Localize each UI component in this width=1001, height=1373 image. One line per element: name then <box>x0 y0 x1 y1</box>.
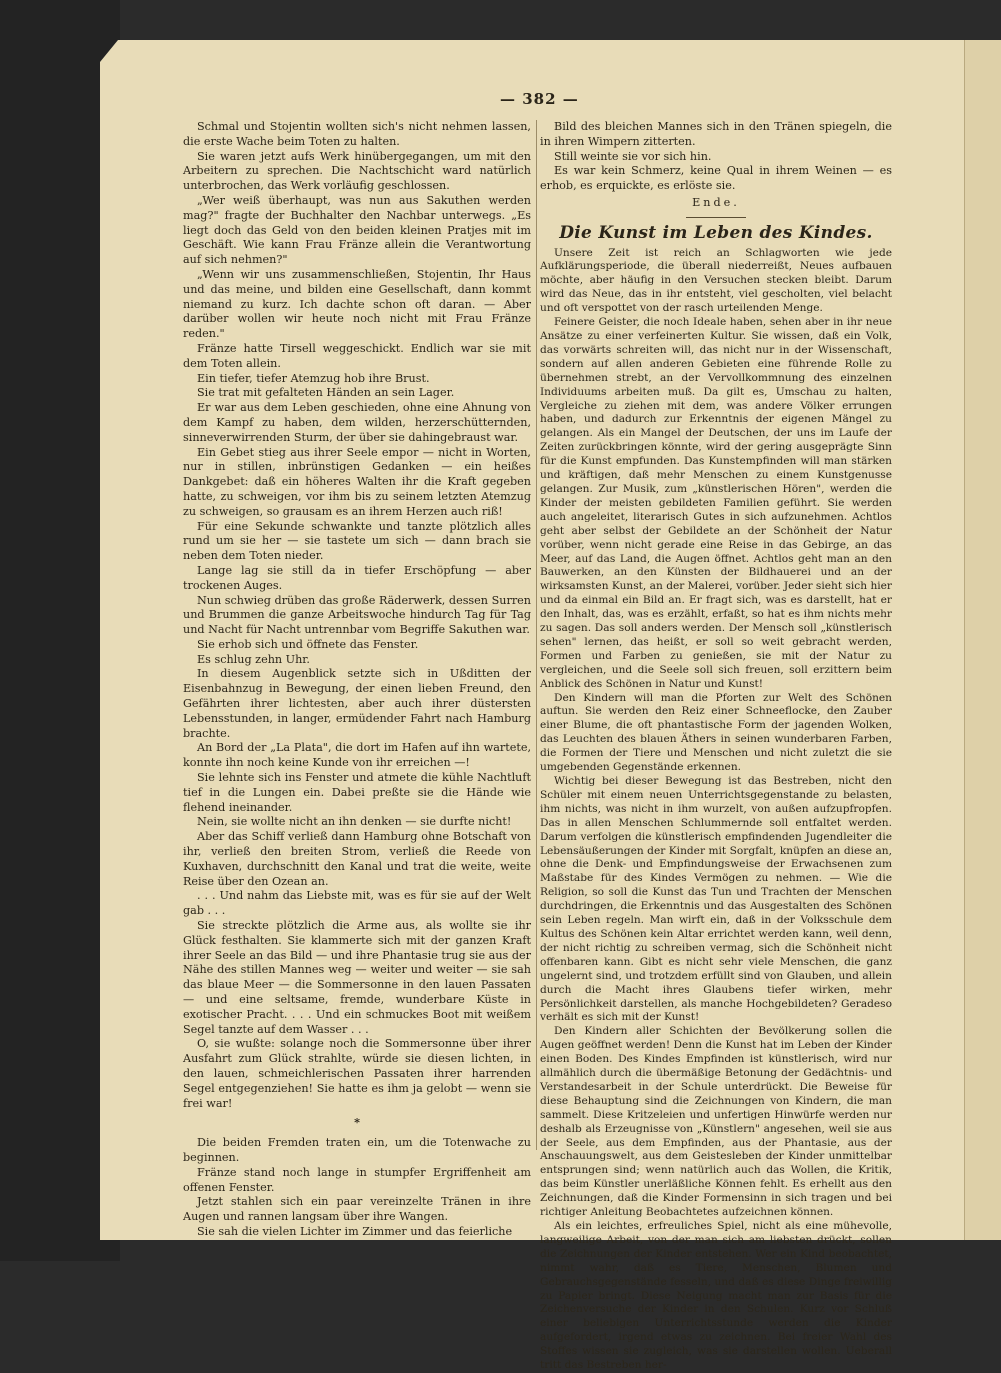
paragraph: Sie waren jetzt aufs Werk hinübergegangen, um mit den Arbeitern zu sprechen. Die Nachtschicht ward natürlich unterbrochen, das Werk vorläufig geschlossen. <box>183 149 531 193</box>
paragraph: Schmal und Stojentin wollten sich's nicht nehmen lassen, die erste Wache beim Toten zu halten. <box>183 120 531 148</box>
paragraph: Ein Gebet stieg aus ihrer Seele empor — nicht in Worten, nur in stillen, inbrünstigen Gedanken — ein heißes Dankgebet: daß ein höheres Walten ihr die Kraft gegeben hatte, zu schweigen, vor ihm bis zu seinem letzten Atemzug zu schweigen, so grausam es an ihrem Herzen auch riß! <box>183 445 531 518</box>
right-column-paragraphs <box>540 120 892 194</box>
right-column <box>540 120 892 1372</box>
paragraph: „Wenn wir uns zusammenschließen, Stojentin, Ihr Haus und das meine, und bilden eine Gesellschaft, dann kommt niemand zu kurz. Ich dachte schon oft daran. — Aber darüber wollen wir heute noch nicht mit Frau Fränze reden." <box>183 267 531 341</box>
paragraph: In diesem Augenblick setzte sich in Ußditten der Eisenbahnzug in Bewegung, der einen lieben Freund, den Gefährten ihrer lichtesten, aber auch ihrer düstersten Lebensstunden, in langer, ermüdender Fahrt nach Hamburg brachte. <box>183 667 531 740</box>
paragraph: Nun schwieg drüben das große Räderwerk, dessen Surren und Brummen die ganze Arbeitswoche hindurch Tag für Tag und Nacht für Nacht untrennbar vom Begriffe Sakuthen war. <box>183 593 531 637</box>
paragraph: Es war kein Schmerz, keine Qual in ihrem Weinen — es erhob, es erquickte, es erlöste sie. <box>540 164 892 193</box>
paragraph: Ein tiefer, tiefer Atemzug hob ihre Brust. <box>197 371 430 385</box>
paragraph: Fränze hatte Tirsell weggeschickt. Endlich war sie mit dem Toten allein. <box>183 341 531 370</box>
paragraph: O, sie wußte: solange noch die Sommersonne über ihrer Ausfahrt zum Glück strahlte, würde sie diesen lichten, in den lauen, schmeichlerischen Passaten ihrer harrenden Segel entgegenziehen! Sie hatte es ihm ja gelobt — wenn sie frei war! <box>183 1037 531 1110</box>
paragraph: Jetzt stahlen sich ein paar vereinzelte Tränen in ihre Augen und rannen langsam über ihre Wangen. <box>183 1195 531 1224</box>
paragraph: Unsere Zeit ist reich an Schlagworten wie jede Aufklärungsperiode, die überall niederreißt, Neues aufbauen möchte, aber häufig in den Versuchen stecken bleibt. Darum wird das Neue, das in ihr entsteht, viel gescholten, viel belacht und oft verspottet von der rasch urteilenden Menge. <box>540 246 892 315</box>
left-column-paragraphs <box>183 120 531 1111</box>
end-rule <box>686 217 746 218</box>
left-column <box>183 120 531 1238</box>
paragraph: Still weinte sie vor sich hin. <box>554 149 712 163</box>
paragraph: Als ein leichtes, erfreuliches Spiel, nicht als eine mühevolle, langweilige Arbeit, von der man sich am liebsten drückt, sollen die Zeichnungen der Kinder entstehen. Wer ein Kind beobachtet, nimmt wahr, daß es Tiere, Menschen, Blumen und Gebrauchsgegenstände fesseln, und daß es diese Dinge freiwillig zu Papier bringt. Diese Neigung macht man zur Basis für die Zeichenversuche der Kinder in den Schulen. Kurz vor Schluß einer beliebigen Unterrichtsstunde werden die Kinder aufgefordert, irgend etwas zu zeichnen. Bei freier Wahl des Stoffes wissen sie zugleich, was sie darstellen wollen. Ueberall tritt das Bestreben her- <box>540 1220 892 1372</box>
page-number: — 382 — <box>500 90 579 108</box>
paragraph: Bild des bleichen Mannes sich in den Tränen spiegeln, die in ihren Wimpern zitterten. <box>540 120 892 148</box>
paragraph: . . . Und nahm das Liebste mit, was es für sie auf der Welt gab . . . <box>183 889 531 918</box>
section-separator: * <box>354 1115 360 1130</box>
next-page-edge <box>964 40 1001 1240</box>
paragraph: Sie erhob sich und öffnete das Fenster. <box>197 637 419 651</box>
paragraph: Feinere Geister, die noch Ideale haben, sehen aber in ihr neue Ansätze zu einer verfeinerten Kultur. Sie wissen, daß ein Volk, das vorwärts schreiten will, das nicht nur in der Wissenschaft, sondern auf allen anderen Gebieten eine führende Rolle zu übernehmen strebt, an der Vervollkommnung des einzelnen Individuums arbeiten muß. Da gilt es, Umschau zu halten, Vergleiche zu ziehen mit dem, was andere Völker errungen haben, und dadurch zur Erkenntnis der eigenen Mängel zu gelangen. Als ein Mangel der Deutschen, der uns im Laufe der Zeiten zurückbringen könnte, wird der gering ausgeprägte Sinn für die Kunst empfunden. Das Kunstempfinden will man stärken und kräftigen, daß mehr Menschen zu einem Kunstgenusse gelangen. Zur Musik, zum „künstlerischen Hören", werden die Kinder der meisten gebildeten Familien geführt. Sie werden auch angeleitet, literarisch Gutes in sich aufzunehmen. Achtlos geht aber selbst der Gebildete an der Schönheit der Natur vorüber, wenn nicht gerade eine Reise in das Gebirge, an das Meer, auf das Land, die Augen öffnet. Achtlos geht man an den Bauwerken, an den Künsten der Bildhauerei und an der wirksamsten Kunst, an der Malerei, vorüber. Jeder sieht sich hier und da einmal ein Bild an. Er fragt sich, was es darstellt, hat er den Inhalt, das, was es erzählt, erfaßt, so hat es ihm nichts mehr zu sagen. Das soll anders werden. Der Mensch soll „künstlerisch sehen" lernen, das heißt, er soll so weit gebracht werden, Formen und Farben zu genießen, sie mit der Natur zu vergleichen, und die Seele soll sich freuen, soll erzittern beim Anblick des Schönen in Natur und Kunst! <box>540 316 892 690</box>
paragraph: An Bord der „La Plata", die dort im Hafen auf ihn wartete, konnte ihn noch keine Kunde von ihr erreichen —! <box>183 741 531 770</box>
paragraph: Die beiden Fremden traten ein, um die Totenwache zu beginnen. <box>183 1136 531 1164</box>
paragraph: Sie lehnte sich ins Fenster und atmete die kühle Nachtluft tief in die Lungen ein. Dabei preßte sie die Hände wie flehend ineinander. <box>183 771 531 814</box>
paragraph: Sie streckte plötzlich die Arme aus, als wollte sie ihr Glück festhalten. Sie klammerte sich mit der ganzen Kraft ihrer Seele an das Bild — und ihre Phantasie trug sie aus der Nähe des stillen Mannes weg — weiter und weiter — sie sah das blaue Meer — die Sommersonne in den lauen Passaten — und eine seltsame, fremde, wunderbare Küste in exotischer Pracht. . . . Und ein schmuckes Boot mit weißem Segel tanzte auf dem Wasser . . . <box>183 919 531 1036</box>
article-title: Die Kunst im Leben des Kindes. <box>559 222 873 243</box>
story-end: Ende. <box>692 195 740 209</box>
paragraph: Sie trat mit gefalteten Händen an sein Lager. <box>197 386 455 400</box>
paragraph: Sie sah die vielen Lichter im Zimmer und das feierliche <box>197 1224 513 1238</box>
paragraph: Lange lag sie still da in tiefer Erschöpfung — aber trockenen Auges. <box>183 563 531 592</box>
paragraph: Fränze stand noch lange in stumpfer Ergriffenheit am offenen Fenster. <box>183 1165 531 1194</box>
paragraph: Für eine Sekunde schwankte und tanzte plötzlich alles rund um sie her — sie tastete um sich — dann brach sie neben dem Toten nieder. <box>183 519 531 563</box>
left-column-paragraphs-after <box>183 1136 531 1240</box>
paragraph: Den Kindern will man die Pforten zur Welt des Schönen auftun. Sie werden den Reiz einer Schneeflocke, den Zauber einer Blume, die oft phantastische Form der jagenden Wolken, das Leuchten des blauen Äthers in seinen wunderbaren Farben, die Formen der Tiere und Menschen und nicht zuletzt die sie umgebenden Gegenstände erkennen. <box>540 691 892 774</box>
article-body <box>540 247 892 1373</box>
paragraph: Er war aus dem Leben geschieden, ohne eine Ahnung von dem Kampf zu haben, dem wilden, herzerschütternden, sinneverwirrenden Sturm, der über sie dahingebraust war. <box>183 401 531 444</box>
paragraph: „Wer weiß überhaupt, was nun aus Sakuthen werden mag?" fragte der Buchhalter den Nachbar unterwegs. „Es liegt doch das Geld von den beiden kleinen Pratjes mit im Geschäft. Wie kann Frau Fränze allein die Verantwortung auf sich nehmen?" <box>183 193 531 267</box>
paragraph: Wichtig bei dieser Bewegung ist das Bestreben, nicht den Schüler mit einem neuen Unterrichtsgegenstande zu belasten, ihm nichts, was nicht in ihm wurzelt, von außen aufzupfropfen. Das in allen Menschen Schlummernde soll entfaltet werden. Darum verfolgen die künstlerisch empfindenden Jugendleiter die Lebensäußerungen der Kinder mit Sorgfalt, knüpfen an diese an, ohne die Denk- und Empfindungsweise der Erwachsenen zum Maßstabe für des Kindes Vermögen zu nehmen. — Wie die Religion, so soll die Kunst das Tun und Trachten der Menschen durchdringen, die Erkenntnis und das Ausgestalten des Schönen sein Leben regeln. Man wirft ein, daß in der Volksschule dem Kultus des Schönen kein Altar errichtet werden kann, weil denn, der nicht richtig zu schreiben vermag, sich die Schönheit nicht offenbaren kann. Gibt es nicht sehr viele Menschen, die ganz ungelernt sind, und trotzdem erfüllt sind von Glauben, und allein durch die Macht ihres Glaubens tiefer wirken, mehr Persönlichkeit darstellen, als manche Hochgebildeten? Geradeso verhält es sich mit der Kunst! <box>540 775 892 1024</box>
paragraph: Nein, sie wollte nicht an ihn denken — sie durfte nicht! <box>197 815 512 829</box>
paragraph: Es schlug zehn Uhr. <box>197 652 310 666</box>
paragraph: Aber das Schiff verließ dann Hamburg ohne Botschaft von ihr, verließ den breiten Strom, verließ die Reede von Kuxhaven, durchschnitt den Kanal und trat die weite, weite Reise über den Ozean an. <box>183 830 531 888</box>
paragraph: Den Kindern aller Schichten der Bevölkerung sollen die Augen geöffnet werden! Denn die Kunst hat im Leben der Kinder einen Boden. Des Kindes Empfinden ist künstlerisch, wird nur allmählich durch die übermäßige Betonung der Gedächtnis- und Verstandesarbeit in der Schule unterdrückt. Die Beweise für diese Behauptung sind die Zeichnungen von Kindern, die man sammelt. Diese Kritzeleien und unfertigen Hinwürfe werden nur deshalb als Erzeugnisse von „Künstlern" angesehen, weil sie aus der Seele, aus dem Empfinden, aus der Phantasie, aus der Anschauungswelt, aus dem Geistesleben der Kinder unmittelbar entsprungen sind; wenn natürlich auch das Wollen, die Kritik, das beim Künstler unerläßliche Können fehlt. Es erhellt aus den Zeichnungen, daß die Kinder Formensinn in sich tragen und bei richtiger Anleitung Beobachtetes aufzeichnen können. <box>540 1025 892 1219</box>
column-divider <box>536 120 537 1150</box>
